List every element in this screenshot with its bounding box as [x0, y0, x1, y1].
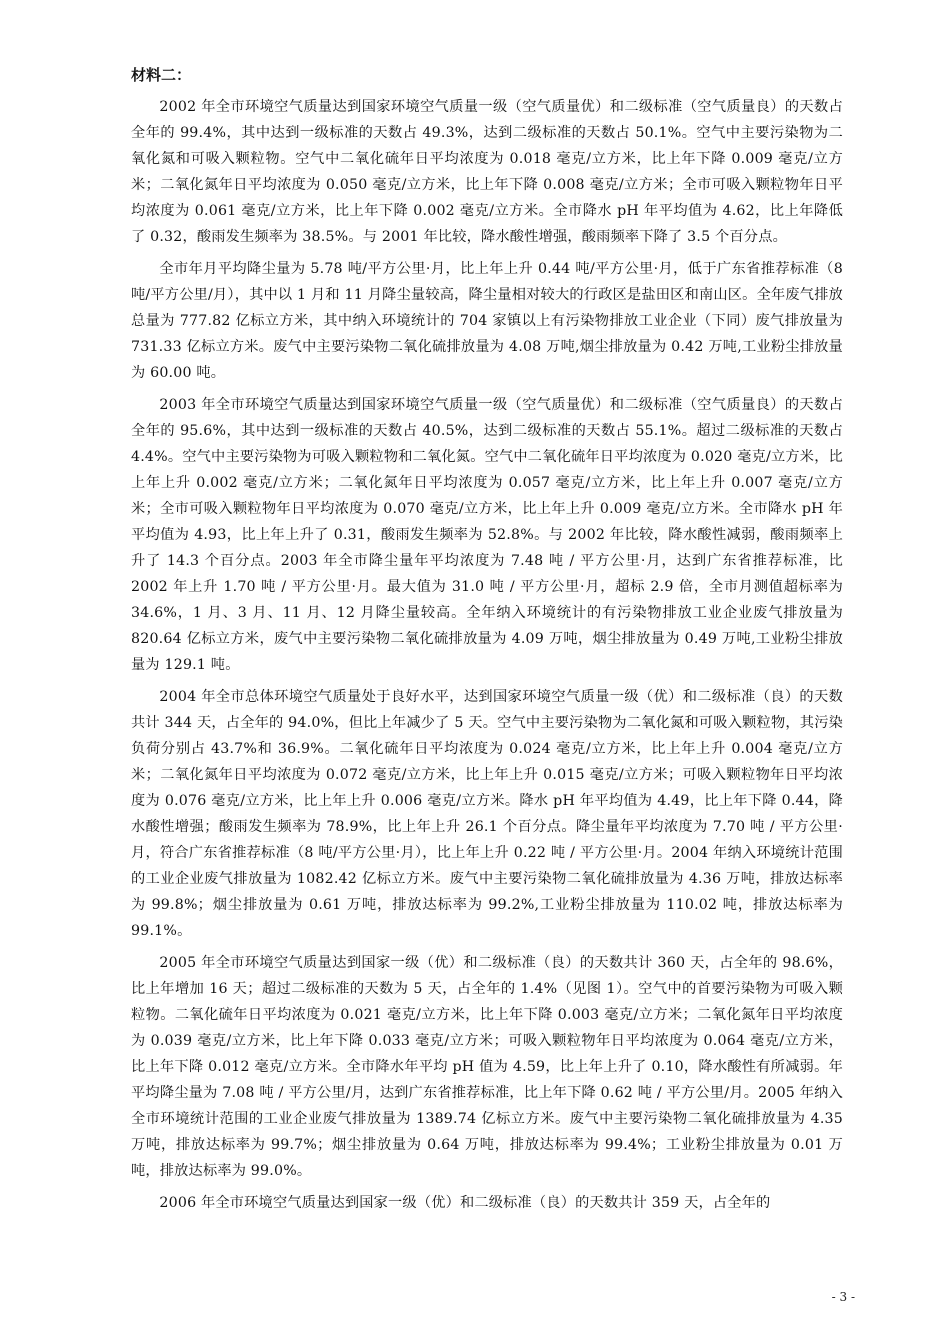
paragraph-2003-air-quality: 2003 年全市环境空气质量达到国家环境空气质量一级（空气质量优）和二级标准（空气质量良）的天数占全年的 95.6%，其中达到一级标准的天数占 40.5%，达到二级标准的天数占 55.1%。超过二级标准的天数占 4.4%。空气中主要污染物为可吸入颗粒物和二氧化氮。空气中二氧化硫年日平均浓度为 0.020 毫克/立方米，比上年上升 0.002 毫克/立方米；二氧化氮年日平均浓度为 0.057 毫克/立方米，比上年上升 0.007 毫克/立方米；全市可吸入颗粒物年日平均浓度为 0.070 毫克/立方米，比上年上升 0.009 毫克/立方米。全市降水 pH 年平均值为 4.93，比上年上升了 0.31，酸雨发生频率为 52.8%。与 2002 年比较，降水酸性减弱，酸雨频率上升了 14.3 个百分点。2003 年全市降尘量年平均浓度为 7.48 吨 / 平方公里·月，达到广东省推荐标准，比 2002 年上升 1.70 吨 / 平方公里·月。最大值为 31.0 吨 / 平方公里·月，超标 2.9 倍，全市月测值超标率为 34.6%，1 月、3 月、11 月、12 月降尘量较高。全年纳入环境统计的有污染物排放工业企业废气排放量为 820.64 亿标立方米，废气中主要污染物二氧化硫排放量为 4.09 万吨，烟尘排放量为 0.49 万吨,工业粉尘排放量为 129.1 吨。 — [131, 397, 843, 673]
paragraph-2004-air-quality: 2004 年全市总体环境空气质量处于良好水平，达到国家环境空气质量一级（优）和二级标准（良）的天数共计 344 天，占全年的 94.0%，但比上年减少了 5 天。空气中主要污染物为二氧化氮和可吸入颗粒物，其污染负荷分别占 43.7%和 36.9%。二氧化硫年日平均浓度为 0.024 毫克/立方米，比上年上升 0.004 毫克/立方米；二氧化氮年日平均浓度为 0.072 毫克/立方米，比上年上升 0.015 毫克/立方米；可吸入颗粒物年日平均浓度为 0.076 毫克/立方米，比上年上升 0.006 毫克/立方米。降水 pH 年平均值为 4.49，比上年下降 0.44，降水酸性增强；酸雨发生频率为 78.9%，比上年上升 26.1 个百分点。降尘量年平均浓度为 7.70 吨 / 平方公里·月，符合广东省推荐标准（8 吨/平方公里·月），比上年上升 0.22 吨 / 平方公里·月。2004 年纳入环境统计范围的工业企业废气排放量为 1082.42 亿标立方米。废气中主要污染物二氧化硫排放量为 4.36 万吨，排放达标率为 99.8%；烟尘排放量为 0.61 万吨，排放达标率为 99.2%,工业粉尘排放量为 110.02 吨，排放达标率为 99.1%。 — [131, 689, 843, 939]
paragraph-dustfall-emissions: 全市年月平均降尘量为 5.78 吨/平方公里·月，比上年上升 0.44 吨/平方公里·月，低于广东省推荐标准（8 吨/平方公里/月），其中以 1 月和 11 月降尘量较高，降尘量相对较大的行政区是盐田区和南山区。全年废气排放总量为 777.82 亿标立方米，其中纳入环境统计的 704 家镇以上有污染物排放工业企业（下同）废气排放量为 731.33 亿标立方米。废气中主要污染物二氧化硫排放量为 4.08 万吨,烟尘排放量为 0.42 万吨,工业粉尘排放量为 60.00 吨。 — [131, 261, 843, 381]
paragraph-2005-air-quality: 2005 年全市环境空气质量达到国家一级（优）和二级标准（良）的天数共计 360 天，占全年的 98.6%，比上年增加 16 天；超过二级标准的天数为 5 天，占全年的 1.4%（见图 1）。空气中的首要污染物为可吸入颗粒物。二氧化硫年日平均浓度为 0.021 毫克/立方米，比上年下降 0.003 毫克/立方米；二氧化氮年日平均浓度为 0.039 毫克/立方米，比上年下降 0.033 毫克/立方米；可吸入颗粒物年日平均浓度为 0.064 毫克/立方米，比上年下降 0.012 毫克/立方米。全市降水年平均 pH 值为 4.59，比上年上升了 0.10，降水酸性有所减弱。年平均降尘量为 7.08 吨 / 平方公里/月，达到广东省推荐标准，比上年下降 0.62 吨 / 平方公里/月。2005 年纳入全市环境统计范围的工业企业废气排放量为 1389.74 亿标立方米。废气中主要污染物二氧化硫排放量为 4.35 万吨，排放达标率为 99.7%；烟尘排放量为 0.64 万吨，排放达标率为 99.4%；工业粉尘排放量为 0.01 万吨，排放达标率为 99.0%。 — [131, 955, 843, 1179]
paragraph-2002-air-quality: 2002 年全市环境空气质量达到国家环境空气质量一级（空气质量优）和二级标准（空气质量良）的天数占全年的 99.4%，其中达到一级标准的天数占 49.3%，达到二级标准的天数占 50.1%。空气中主要污染物为二氧化氮和可吸入颗粒物。空气中二氧化硫年日平均浓度为 0.018 毫克/立方米，比上年下降 0.009 毫克/立方米；二氧化氮年日平均浓度为 0.050 毫克/立方米，比上年下降 0.008 毫克/立方米；全市可吸入颗粒物年日平均浓度为 0.061 毫克/立方米，比上年下降 0.002 毫克/立方米。全市降水 pH 年平均值为 4.62，比上年降低了 0.32，酸雨发生频率为 38.5%。与 2001 年比较，降水酸性增强，酸雨频率下降了 3.5 个百分点。 — [131, 99, 843, 245]
section-heading: 材料二： — [131, 66, 192, 84]
document-body — [131, 62, 843, 1222]
page-number: - 3 - — [831, 1290, 855, 1304]
paragraph-2006-air-quality: 2006 年全市环境空气质量达到国家一级（优）和二级标准（良）的天数共计 359 天，占全年的 — [159, 1195, 771, 1211]
